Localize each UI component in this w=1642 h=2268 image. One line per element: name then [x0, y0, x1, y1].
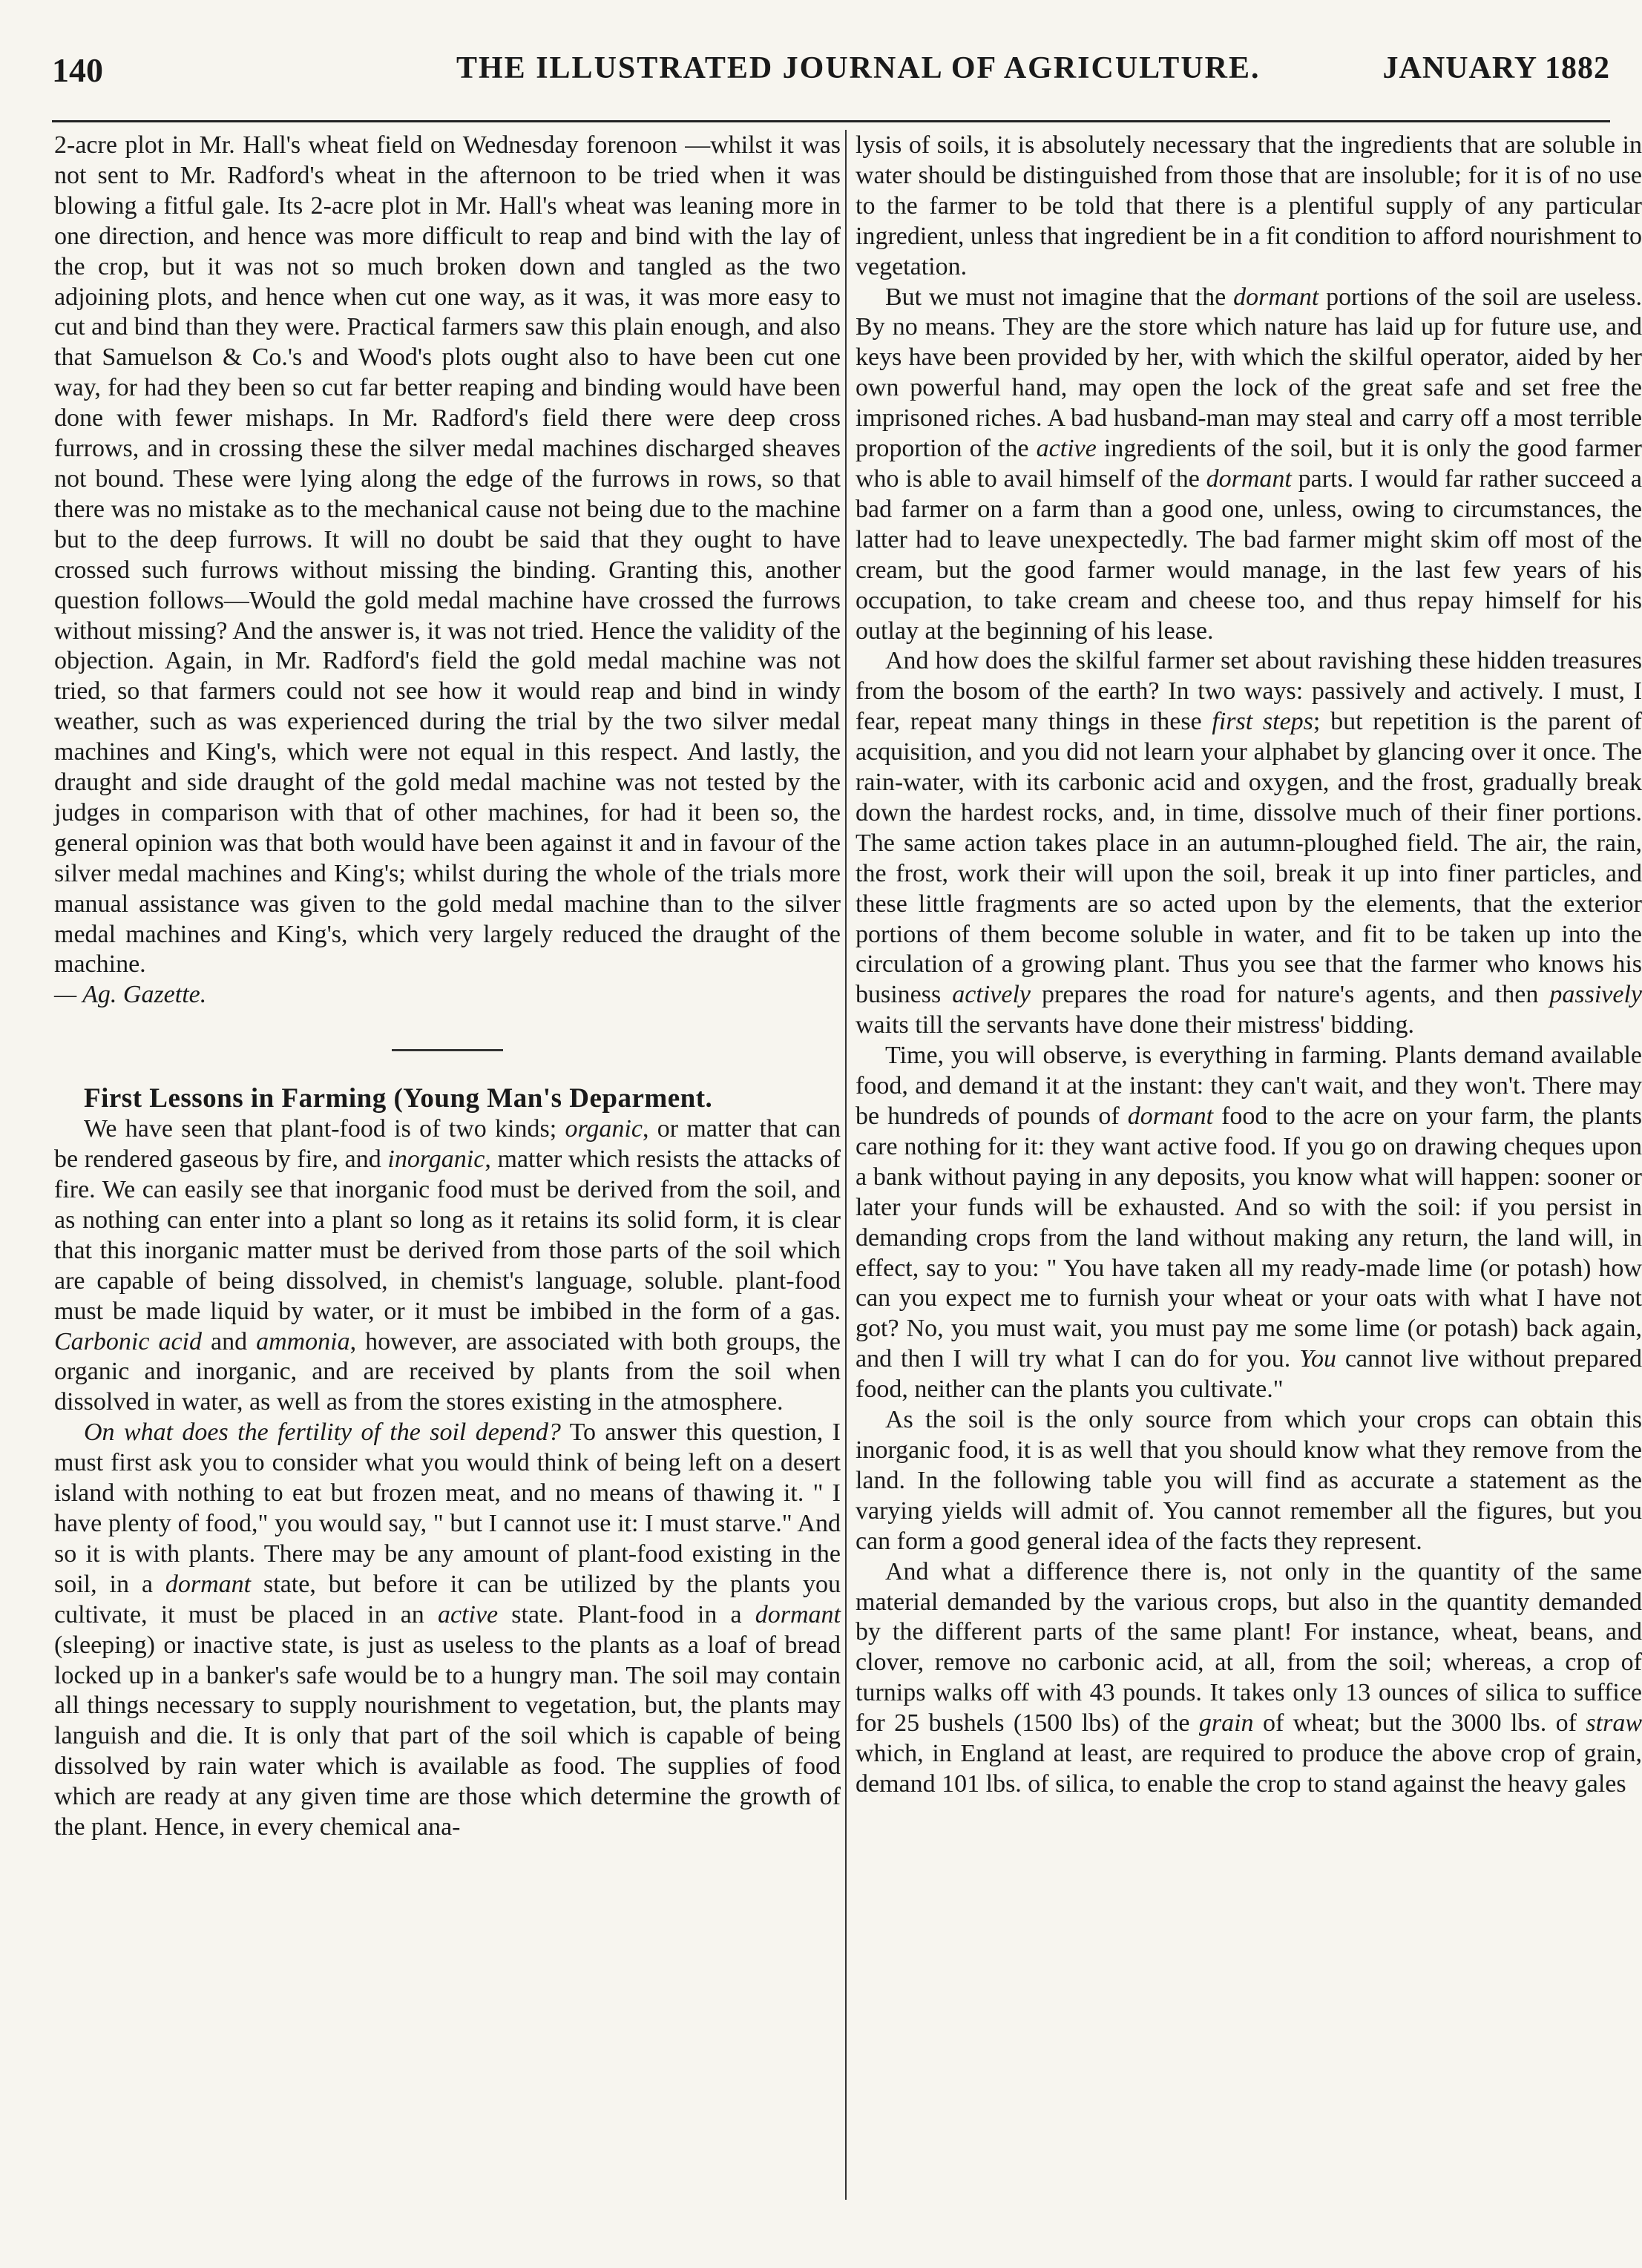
- lesson-paragraph: And how does the skilful farmer set about ravishing these hidden treasures from the bosom of the earth? In two ways: passively and actively. I must, I fear, repeat many things in these first steps; but repetition is the parent of acquisition, and you did not learn your alphabet by glancing over it once. The rain-water, with its carbonic acid and oxygen, and the frost, gradually break down the hardest rocks, and, in time, dissolve much of their finer portions. The same action takes place in an autumn-ploughed field. The air, the rain, the frost, work their will upon the soil, break it up into finer particles, and these little fragments are so acted upon by the elements, that the exterior portions of them become soluble in water, and fit to be taken up into the circulation of a growing plant. Thus you see that the farmer who knows his business actively prepares the road for nature's agents, and then passively waits till the servants have done their mistress' bidding.: [856, 647, 1642, 1039]
- right-column: [856, 131, 1642, 2200]
- article-paragraph: 2-acre plot in Mr. Hall's wheat field on Wednesday forenoon —whilst it was not sent to Mr. Radford's wheat in the afternoon to be tried when it was blowing a fitful gale. Its 2-acre plot in Mr. Hall's wheat was leaning more in one direction, and hence was more difficult to reap and bind with the lay of the crop, but it was not so much broken down and tangled as the two adjoining plots, and hence when cut one way, as it was, it was more easy to cut and bind than they were. Practical farmers saw this plain enough, and also that Samuelson & Co.'s and Wood's plots ought also to have been cut one way, for had they been so cut far better reaping and binding would have been done with fewer mishaps. In Mr. Radford's field there were deep cross furrows, and in crossing these the silver medal machines discharged sheaves not bound. These were lying along the edge of the furrows in rows, so that there was no mistake as to the mechanical cause not being due to the machine but to the deep furrows. It will no doubt be said that they ought to have crossed such furrows without missing the binding. Granting this, another question follows—Would the gold medal machine have crossed the furrows without missing? And the answer is, it was not tried. Hence the validity of the objection. Again, in Mr. Radford's field the gold medal machine was not tried, so that farmers could not see how it would reap and bind in windy weather, such as was experienced during the trial by the two silver medal machines and King's, which were not equal in this respect. And lastly, the draught and side draught of the gold medal machine was not tested by the judges in comparison with that of other machines, for had it been so, the general opinion was that both would have been against it and in favour of the silver medal machines and King's; whilst during the whole of the trials more manual assistance was given to the gold medal machine than to the silver medal machines and King's, which very largely reduced the draught of the machine.: [54, 131, 841, 979]
- header-rule: [52, 120, 1610, 122]
- lesson-paragraph: And what a difference there is, not only in the quantity of the same material demanded by the various crops, but also in the quantity demanded by the different parts of the same plant! For instance, wheat, beans, and clover, remove no carbonic acid, at all, from the soil; whereas, a crop of turnips walks off with 43 pounds. It takes only 13 ounces of silica to suffice for 25 bushels (1500 lbs) of the grain of wheat; but the 3000 lbs. of straw which, in England at least, are required to produce the above crop of grain, demand 101 lbs. of silica, to enable the crop to stand against the heavy gales: [856, 1557, 1642, 1798]
- lesson-paragraph: We have seen that plant-food is of two kinds; organic, or matter that can be rendered gaseous by fire, and inorganic, matter which resists the attacks of fire. We can easily see that inorganic food must be derived from the soil, and as nothing can enter into a plant so long as it retains its solid form, it is clear that this inorganic matter must be derived from those parts of the soil which are capable of being dissolved, in chemist's language, soluble. plant-food must be made liquid by water, or it must be imbibed in the form of a gas. Carbonic acid and ammonia, however, are associated with both groups, the organic and inorganic, and are received by plants from the soil when dissolved in water, as well as from the stores existing in the atmosphere.: [54, 1115, 841, 1416]
- lesson-paragraph: On what does the fertility of the soil depend? To answer this question, I must first ask you to consider what you would think of being left on a desert island with nothing to eat but frozen meat, and no means of thawing it. " I have plenty of food," you would say, " but I cannot use it: I must starve." And so it is with plants. There may be any amount of plant-food existing in the soil, in a dormant state, but before it can be utilized by the plants you cultivate, it must be placed in an active state. Plant-food in a dormant (sleeping) or inactive state, is just as useless to the plants as a loaf of bread locked up in a banker's safe would be to a hungry man. The soil may contain all things necessary to supply nourishment to vegetation, but, the plants may languish and die. It is only that part of the soil which is capable of being dissolved by rain water which is available as food. The supplies of food which are ready at any given time are those which determine the growth of the plant. Hence, in every chemical ana-: [54, 1419, 841, 1841]
- journal-title: THE ILLUSTRATED JOURNAL OF AGRICULTURE.: [456, 51, 1261, 85]
- section-divider: [392, 1049, 503, 1051]
- page-header: [52, 50, 1610, 95]
- column-divider: [845, 130, 847, 2200]
- lesson-paragraph: But we must not imagine that the dormant portions of the soil are useless. By no means. They are the store which nature has laid up for future use, and keys have been provided by her, with which the skilful operator, aided by her own powerful hand, may open the lock of the great safe and set free the imprisoned riches. A bad husband-man may steal and carry off a most terrible proportion of the active ingredients of the soil, but it is only the good farmer who is able to avail himself of the dormant parts. I would far rather succeed a bad farmer on a farm than a good one, unless, owing to circumstances, the latter had to leave unexpectedly. The bad farmer might skim off most of the cream, but the good farmer would manage, in the last few years of his occupation, to take cream and cheese too, and thus repay himself for his outlay at the beginning of his lease.: [856, 283, 1642, 645]
- article-source: — Ag. Gazette.: [54, 981, 207, 1009]
- issue-date: JANUARY 1882: [1382, 51, 1610, 85]
- lesson-paragraph: As the soil is the only source from which your crops can obtain this inorganic food, it is as well that you should know what they remove from the land. In the following table you will find as accurate a statement as the varying yields will admit of. You cannot remember all the figures, but you can form a good general idea of the facts they represent.: [856, 1406, 1642, 1555]
- lesson-paragraph: Time, you will observe, is everything in farming. Plants demand available food, and demand it at the instant: they can't wait, and they won't. There may be hundreds of pounds of dormant food to the acre on your farm, the plants care nothing for it: they want active food. If you go on drawing cheques upon a bank without paying in any deposits, you know what will happen: sooner or later your funds will be exhausted. And so with the soil: if you persist in demanding crops from the land without making any return, the land will, in effect, say to you: " You have taken all my ready-made lime (or potash) how can you expect me to furnish your wheat or your oats with what I have not got? No, you must wait, you must pay me some lime (or potash) back again, and then I will try what I can do for you. You cannot live without prepared food, neither can the plants you cultivate.": [856, 1042, 1642, 1404]
- lesson-paragraph: lysis of soils, it is absolutely necessary that the ingredients that are soluble in water should be distinguished from those that are insoluble; for it is of no use to the farmer to be told that there is a plentiful supply of any particular ingredient, unless that ingredient be in a fit condition to afford nourishment to vegetation.: [856, 131, 1642, 280]
- page-number: 140: [52, 51, 103, 89]
- section-title: First Lessons in Farming (Young Man's Deparment.: [84, 1083, 713, 1114]
- left-column: [54, 131, 841, 2200]
